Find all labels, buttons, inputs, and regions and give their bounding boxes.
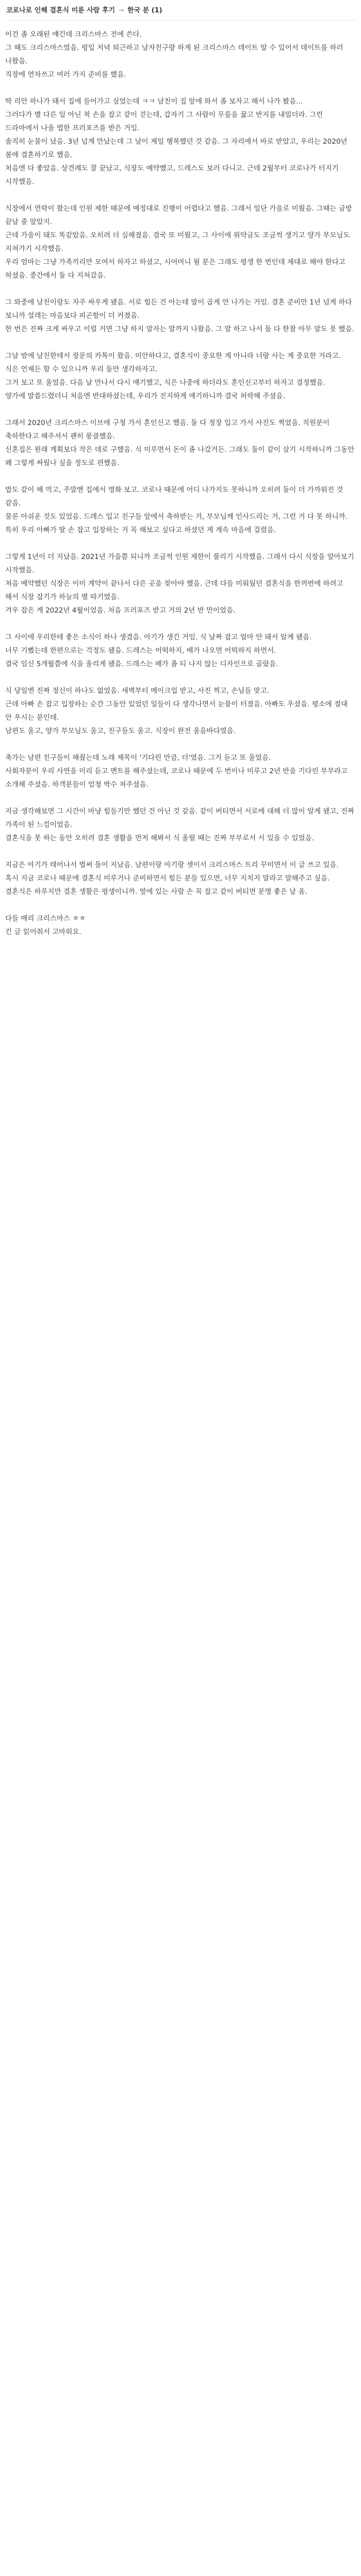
blank-line [5, 617, 356, 631]
blank-line [5, 845, 356, 858]
post-paragraph: 그거 보고 또 울었음. 다음 날 만나서 다시 얘기했고, 식은 나중에 하더라도 혼인신고부터 하자고 결정했음. [5, 379, 325, 387]
blank-line [5, 470, 356, 483]
post-paragraph: 밥도 같이 해 먹고, 주말엔 집에서 영화 보고. 코로나 때문에 어디 나가지도 못하니까 오히려 둘이 더 가까워진 것 같음. [5, 486, 343, 507]
post-paragraph: 남편도 울고, 양가 부모님도 울고, 친구들도 울고. 식장이 완전 울음바다였음. [5, 727, 236, 735]
post-paragraph: 그 사이에 우리한테 좋은 소식이 하나 생겼음. 아기가 생긴 거임. 식 날짜 잡고 얼마 안 돼서 알게 됐음. [5, 633, 312, 641]
post-paragraph: 결혼식을 못 하는 동안 오히려 결혼 생활을 먼저 해봐서 식 올릴 때는 진짜 부부로서 서 있을 수 있었음. [5, 834, 314, 842]
post-paragraph: 그래서 2020년 크리스마스 이브에 구청 가서 혼인신고 했음. 둘 다 정장 입고 가서 사진도 찍었음. 직원분이 축하한다고 해주셔서 괜히 뭉클했음. [5, 419, 330, 440]
post-paragraph: 근데 가을이 돼도 똑같았음. 오히려 더 심해졌음. 결국 또 미뤘고, 그 사이에 위약금도 조금씩 생기고 양가 부모님도 지쳐가기 시작했음. [5, 231, 350, 253]
post-paragraph: 결혼식은 하루지만 결혼 생활은 평생이니까. 옆에 있는 사람 손 꼭 잡고 같이 버티면 분명 좋은 날 옴. [5, 888, 307, 896]
post-paragraph: 겨우 잡은 게 2022년 4월이었음. 처음 프러포즈 받고 거의 2년 반 만이었음. [5, 606, 236, 615]
post-paragraph: 처음엔 다 좋았음. 상견례도 잘 끝났고, 식장도 예약했고, 드레스도 보러 다니고. 근데 2월부터 코로나가 터지기 시작했음. [5, 164, 339, 186]
post-paragraph: 지금은 아기가 태어나서 벌써 돌이 지났음. 남편이랑 아기랑 셋이서 크리스마스 트리 꾸미면서 이 글 쓰고 있음. [5, 861, 339, 869]
post-paragraph: 딱 리안 하나가 돼서 집에 들어가고 싶었는데 ㅋㅋ 남친이 집 앞에 와서 좀 보자고 해서 나가 봤음... [5, 97, 303, 106]
post-paragraph: 혹시 지금 코로나 때문에 결혼식 미루거나 준비하면서 힘든 분들 있으면, 너무 지치지 말라고 말해주고 싶음. [5, 874, 330, 883]
blank-line [5, 899, 356, 912]
post-paragraph: 솔직히 눈물이 났음. 3년 넘게 만났는데 그 날이 제일 행복했던 것 같음. 그 자리에서 바로 받았고, 우리는 2020년 봄에 결혼하기로 했음. [5, 138, 348, 159]
post-title [5, 0, 356, 21]
post-paragraph: 긴 글 읽어줘서 고마워요. [5, 928, 81, 936]
post-paragraph: 그 때도 크리스마스였음. 평일 저녁 퇴근하고 남자친구랑 하게 된 크리스마스 데이트 알 수 있어서 데이트를 하러 나왔음. [5, 44, 343, 65]
blank-line [5, 336, 356, 349]
post-paragraph: 축가는 남편 친구들이 해줬는데 노래 제목이 '기다린 만큼, 더'였음. 그거 듣고 또 울었음. [5, 754, 271, 762]
blank-line [5, 189, 356, 202]
post-title-suffix: 한국 분 (1) [127, 7, 162, 14]
post-paragraph: 양가에 말씀드렸더니 처음엔 반대하셨는데, 우리가 진지하게 얘기하니까 결국 허락해 주셨음. [5, 392, 285, 400]
post-title-text: 코로나로 인해 결혼식 미룬 사람 후기 [6, 7, 115, 14]
post-paragraph: 물론 아쉬운 것도 있었음. 드레스 입고 친구들 앞에서 축하받는 거, 부모님께 인사드리는 거, 그런 거 다 못 하니까. [5, 513, 348, 521]
post-body [5, 28, 356, 939]
post-paragraph: 한 번은 진짜 크게 싸우고 이럴 거면 그냥 하지 말자는 말까지 나왔음. 그 말 하고 나서 둘 다 한참 아무 말도 못 했음. [5, 325, 354, 333]
page [0, 0, 361, 948]
blank-line [5, 791, 356, 805]
post-paragraph: 특히 우리 아빠가 딸 손 잡고 입장하는 거 꼭 해보고 싶다고 하셨던 게 계속 마음에 걸렸음. [5, 526, 276, 534]
blank-line [5, 81, 356, 95]
post-paragraph: 신혼집은 원래 계획보다 작은 데로 구했음. 식 미루면서 돈이 좀 나갔거든. 그래도 둘이 같이 살기 시작하니까 그동안 왜 그렇게 싸웠나 싶을 정도로 편했음. [5, 446, 355, 467]
post-paragraph: 너무 기뻤는데 한편으로는 걱정도 됐음. 드레스는 어떡하지, 배가 나오면 어떡하지 하면서. [5, 647, 276, 655]
post-paragraph: 그러다가 별 다른 일 아닌 척 손을 잡고 같이 걷는데, 갑자기 그 사람이 무릎을 꿇고 반지를 내밀더라. 그런 드라마에서 나올 법한 프러포즈를 받은 거임. [5, 111, 323, 132]
post-paragraph: 처음 예약했던 식장은 이미 계약이 끝나서 다른 곳을 찾아야 했음. 근데 다들 미뤄뒀던 결혼식을 한꺼번에 하려고 해서 식장 잡기가 하늘의 별 따기였음. [5, 580, 343, 601]
post-paragraph: 지금 생각해보면 그 시간이 마냥 힘들기만 했던 건 아닌 것 같음. 같이 버티면서 서로에 대해 더 많이 알게 됐고, 진짜 가족이 된 느낌이었음. [5, 807, 354, 829]
blank-line [5, 738, 356, 751]
post-paragraph: 이건 좀 오래된 얘긴데 크리스마스 전에 쓴다. [5, 30, 142, 39]
blank-line [5, 537, 356, 550]
post-paragraph: 그렇게 1년이 더 지났음. 2021년 가을쯤 되니까 조금씩 인원 제한이 풀리기 시작했음. 그래서 다시 식장을 알아보기 시작했음. [5, 553, 354, 574]
post-paragraph: 사회자분이 우리 사연을 미리 듣고 멘트를 해주셨는데, 코로나 때문에 두 번이나 미루고 2년 반을 기다린 부부라고 소개해 주셨음. 하객분들이 엄청 박수 쳐주셨음. [5, 767, 348, 789]
post-paragraph: 그 와중에 남친이랑도 자주 싸우게 됐음. 서로 힘든 건 아는데 말이 곱게 안 나가는 거임. 결혼 준비만 1년 넘게 하다 보니까 설레는 마음보다 피곤함이 더 커졌음. [5, 298, 352, 320]
post-paragraph: 다들 메리 크리스마스 ㅎㅎ [5, 914, 86, 923]
post-paragraph: 직장에 연차쓰고 여러 가지 준비를 했음. [5, 71, 126, 79]
post-paragraph: 그날 밤에 남친한테서 장문의 카톡이 왔음. 미안하다고, 결혼식이 중요한 게 아니라 너랑 사는 게 중요한 거라고. 식은 언제든 할 수 있으니까 우리 둘만 생각하자고. [5, 352, 341, 374]
post-paragraph: 근데 아빠 손 잡고 입장하는 순간 그동안 있었던 일들이 다 생각나면서 눈물이 터졌음. 아빠도 우셨음. 평소에 절대 안 우시는 분인데. [5, 700, 348, 722]
blank-line [5, 403, 356, 416]
blank-line [5, 671, 356, 684]
post-paragraph: 결국 임신 5개월쯤에 식을 올리게 됐음. 드레스는 배가 좀 티 나지 않는 디자인으로 골랐음. [5, 660, 278, 668]
blank-line [5, 282, 356, 296]
arrow-icon: → [118, 7, 124, 14]
post-paragraph: 식장에서 연락이 왔는데 인원 제한 때문에 예정대로 진행이 어렵다고 했음. 그래서 일단 가을로 미뤘음. 그때는 금방 끝날 줄 알았지. [5, 205, 352, 226]
post-paragraph: 우리 엄마는 그냥 가족끼리만 모여서 하자고 하셨고, 시어머니 될 분은 그래도 평생 한 번인데 제대로 해야 한다고 하셨음. 중간에서 둘 다 지쳐갔음. [5, 258, 346, 280]
post-paragraph: 식 당일엔 진짜 정신이 하나도 없었음. 새벽부터 메이크업 받고, 사진 찍고, 손님들 맞고. [5, 687, 270, 695]
